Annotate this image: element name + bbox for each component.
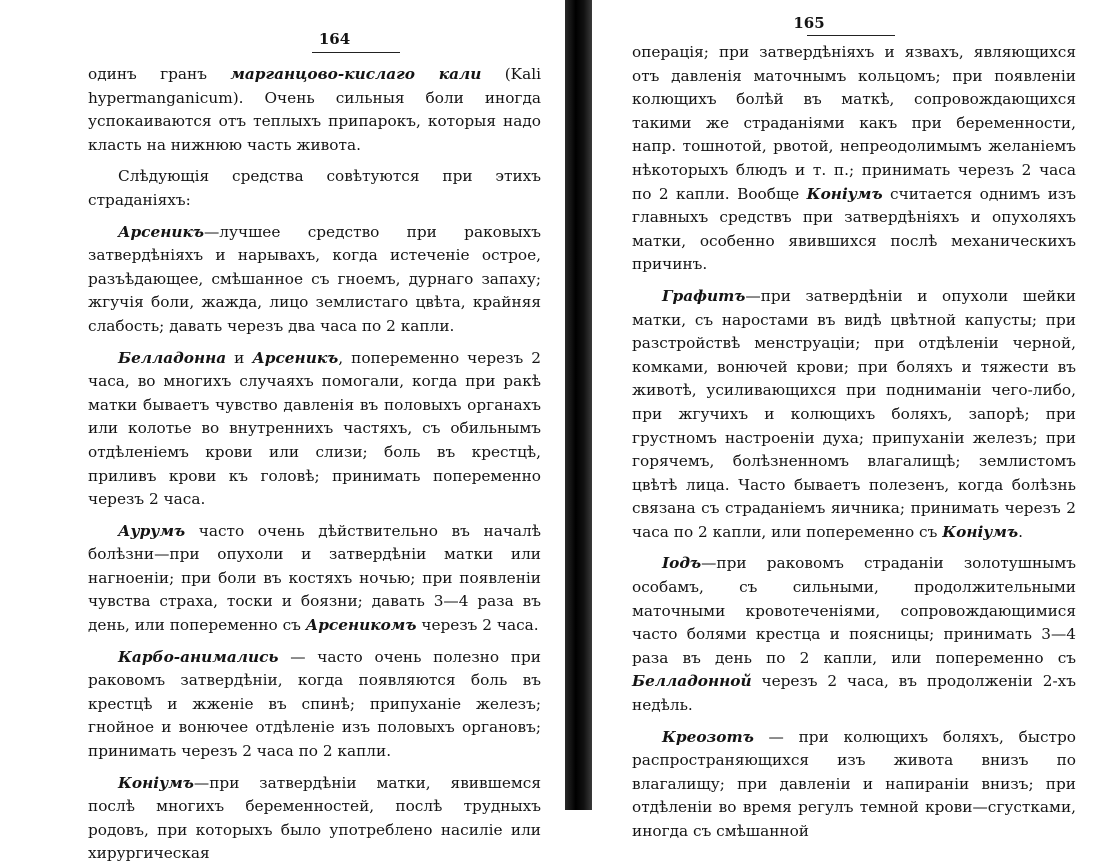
text-run: (Kali hypermanganicum). Очень сильныя боли иногда успокаиваются отъ теплыхъ припарокъ, которыя надо класть на нижнюю часть живота. [88,65,541,154]
text-run: одинъ гранъ [88,65,231,83]
paragraph [88,772,541,866]
page-number-left: 164 [318,30,351,48]
text-run: черезъ 2 часа, въ продолженіи 2-хъ недѣль. [632,672,1076,715]
text-run: —при затвердѣніи и опухоли шейки матки, съ наростами въ видѣ цвѣтной капусты; при разстройствѣ менструаціи; при отдѣленіи черной, комками, вонючей крови; при боляхъ и тяжести въ животѣ, усиливающихся при подниманіи чего-либо, при жгучихъ и колющихъ боляхъ, запорѣ; при грустномъ настроеніи духа; припуханіи железъ; при горячемъ, болѣзненномъ влагалищѣ; землистомъ цвѣтѣ лица. Часто бываетъ полезенъ, когда болѣзнь связана съ страданіемъ яичника; принимать черезъ 2 часа по 2 капли, или попеременно съ [632,286,1076,541]
paragraph [88,221,541,339]
text-run: часто очень дѣйствительно въ началѣ болѣзни—при опухоли и затвердѣніи матки или нагноеніи; при боли въ костяхъ ночью; при появленіи чувства страха, тоски и боязни; давать 3—4 раза въ день, или попеременно съ [88,521,541,635]
text-run: —при раковомъ страданіи золотушнымъ особамъ, съ сильными, продолжительными маточными кровотеченіями, сопровождающимися часто болями крестца и поясницы; принимать 3—4 раза въ день по 2 капли, или попеременно съ [632,554,1076,667]
text-run: — при колющихъ боляхъ, быстро распространяющихся изъ живота внизъ по влагалищу; при давленіи и напираніи внизъ; при отдѣленіи во время регулъ темной крови—сгустками, иногда съ смѣшанной [632,727,1076,840]
emphasized-term: Аурумъ [118,521,186,540]
paragraph [632,285,1076,545]
text-run: . [1018,522,1023,541]
emphasized-term: Коніумъ [118,773,194,792]
paragraph [88,63,541,157]
emphasized-term: Коніумъ [942,522,1019,541]
text-run: и [226,348,253,367]
paragraph [88,520,541,638]
paragraph [88,347,541,512]
emphasized-term: Белладонной [632,672,752,691]
text-run: —при затвердѣніи матки, явившемся послѣ многихъ беременностей, послѣ трудныхъ родовъ, при которыхъ было употреблено насиліе или хирургическая [88,773,541,863]
header-rule [312,52,400,53]
paragraph [88,165,541,212]
header-rule [807,35,895,36]
right-page [592,0,1100,840]
text-run: считается однимъ изъ главныхъ средствъ при затвердѣніяхъ и опухоляхъ матки, особенно явившихся послѣ механическихъ причинъ. [632,184,1076,274]
emphasized-term: Карбо-анимались [118,647,279,666]
emphasized-term: Коніумъ [806,184,883,203]
text-run: операція; при затвердѣніяхъ и язвахъ, являющихся отъ давленія маточнымъ кольцомъ; при появленіи колющихъ болѣй въ маткѣ, сопровождающихся такими же страданіями какъ при беременности, напр. тошнотой, рвотой, непреодолимымъ желаніемъ нѣкоторыхъ блюдъ и т. п.; принимать черезъ 2 часа по 2 капли. Вообще [632,43,1076,203]
emphasized-term: марганцово-кислаго кали [230,65,482,83]
emphasized-term: Белладонна [118,348,227,367]
emphasized-term: Арсеникъ [118,222,204,241]
paragraph [632,726,1076,844]
paragraph [88,646,541,764]
emphasized-term: Іодъ [662,554,702,573]
emphasized-term: Креозотъ [662,727,754,746]
page-number-right: 165 [793,14,825,32]
emphasized-term: Графитъ [662,286,746,305]
emphasized-term: Арсеникомъ [305,616,417,635]
text-run: Слѣдующія средства совѣтуются при этихъ страданіяхъ: [88,167,541,209]
right-page-text [632,41,1076,844]
book-gutter [565,0,592,810]
text-run: — часто очень полезно при раковомъ затвердѣніи, когда появляются боль въ крестцѣ и жженіе въ спинѣ; припуханіе железъ; гнойное и вонючее отдѣленіе изъ половыхъ органовъ; принимать черезъ 2 часа по 2 капли. [88,647,541,761]
text-run: , попеременно черезъ 2 часа, во многихъ случаяхъ помогали, когда при ракѣ матки бываетъ чувство давленія въ половыхъ органахъ или колотье во внутреннихъ частяхъ, съ обильнымъ отдѣленіемъ крови или слизи; боль въ крестцѣ, приливъ крови къ головѣ; принимать попеременно черезъ 2 часа. [88,348,541,509]
paragraph [632,552,1076,717]
text-run: —лучшее средство при раковыхъ затвердѣніяхъ и нарывахъ, когда истеченіе острое, разъѣдающее, смѣшанное съ гноемъ, дурнаго запаху; жгучія боли, жажда, лицо землистаго цвѣта, крайняя слабость; давать черезъ два часа по 2 капли. [88,222,541,335]
left-page-text [88,63,541,866]
emphasized-term: Арсеникъ [252,348,339,367]
text-run: черезъ 2 часа. [416,616,539,635]
paragraph [632,41,1076,277]
